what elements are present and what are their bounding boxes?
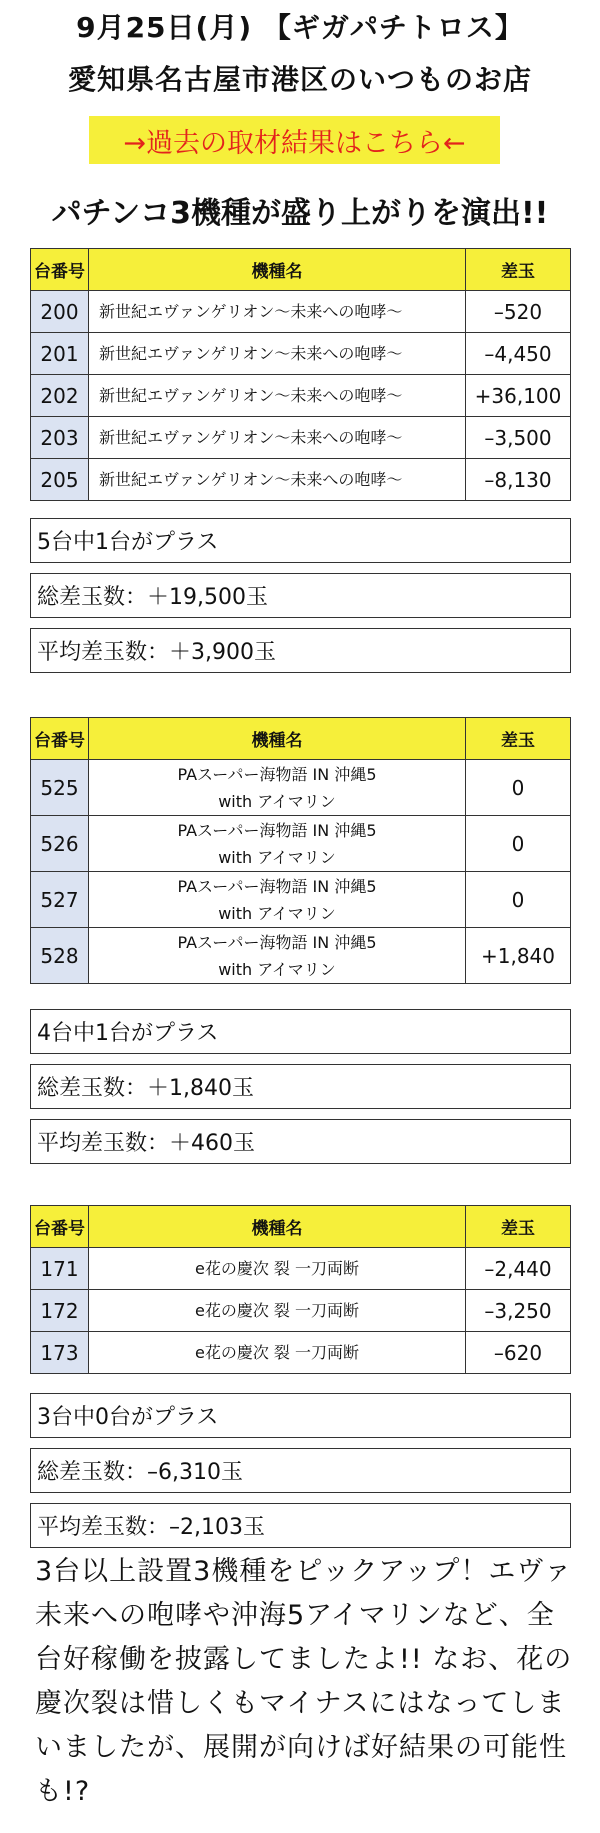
- machine-number: 202: [31, 375, 89, 417]
- machine-number: 527: [31, 872, 89, 928]
- summary-average-diff: 平均差玉数：–2,103玉: [30, 1503, 571, 1548]
- machine-name: e花の慶次 裂 一刀両断: [89, 1248, 466, 1290]
- headline: パチンコ3機種が盛り上がりを演出!!: [51, 196, 549, 231]
- table-row: [31, 1248, 571, 1290]
- results-table-evangelion: [30, 248, 571, 501]
- summary-average-diff: 平均差玉数：＋460玉: [30, 1119, 571, 1164]
- machine-name-line1: PAスーパー海物語 IN 沖縄5: [177, 764, 377, 784]
- machine-name: [89, 760, 466, 816]
- ball-diff: –2,440: [466, 1248, 571, 1290]
- summary-plus-count: 5台中1台がプラス: [30, 518, 571, 563]
- col-header-num: 台番号: [31, 249, 89, 291]
- table-row: [31, 760, 571, 816]
- col-header-diff: 差玉: [466, 249, 571, 291]
- ball-diff: –3,500: [466, 417, 571, 459]
- results-table-keiji: [30, 1205, 571, 1374]
- table-row: [31, 928, 571, 984]
- machine-name-line1: PAスーパー海物語 IN 沖縄5: [177, 876, 377, 896]
- ball-diff: 0: [466, 816, 571, 872]
- machine-name: 新世紀エヴァンゲリオン～未来への咆哮～: [89, 333, 466, 375]
- col-header-diff: 差玉: [466, 1206, 571, 1248]
- ball-diff: –4,450: [466, 333, 571, 375]
- summary-average-diff: 平均差玉数：＋3,900玉: [30, 628, 571, 673]
- table-row: [31, 375, 571, 417]
- ball-diff: –3,250: [466, 1290, 571, 1332]
- table-row: [31, 872, 571, 928]
- machine-number: 172: [31, 1290, 89, 1332]
- machine-name: e花の慶次 裂 一刀両断: [89, 1332, 466, 1374]
- machine-number: 528: [31, 928, 89, 984]
- table-row: [31, 1290, 571, 1332]
- machine-name: [89, 872, 466, 928]
- machine-name: e花の慶次 裂 一刀両断: [89, 1290, 466, 1332]
- summary-plus-count: 4台中1台がプラス: [30, 1009, 571, 1054]
- table-row: [31, 816, 571, 872]
- col-header-name: 機種名: [89, 1206, 466, 1248]
- ball-diff: –620: [466, 1332, 571, 1374]
- machine-number: 525: [31, 760, 89, 816]
- machine-number: 205: [31, 459, 89, 501]
- past-results-link[interactable]: →過去の取材結果はこちら←: [89, 116, 500, 164]
- machine-name: 新世紀エヴァンゲリオン～未来への咆哮～: [89, 459, 466, 501]
- machine-number: 526: [31, 816, 89, 872]
- machine-name-line2: with アイマリン: [218, 959, 336, 979]
- machine-name-line2: with アイマリン: [218, 791, 336, 811]
- col-header-name: 機種名: [89, 249, 466, 291]
- summary-total-diff: 総差玉数：＋19,500玉: [30, 573, 571, 618]
- col-header-num: 台番号: [31, 1206, 89, 1248]
- machine-number: 201: [31, 333, 89, 375]
- results-table-umimonogatari: [30, 717, 571, 984]
- col-header-diff: 差玉: [466, 718, 571, 760]
- summary-total-diff: 総差玉数：＋1,840玉: [30, 1064, 571, 1109]
- table-row: [31, 333, 571, 375]
- machine-number: 200: [31, 291, 89, 333]
- summary-plus-count: 3台中0台がプラス: [30, 1393, 571, 1438]
- machine-number: 203: [31, 417, 89, 459]
- table-row: [31, 1332, 571, 1374]
- page-title-date: 9月25日(月) 【ギガパチトロス】: [76, 11, 524, 44]
- machine-name: [89, 816, 466, 872]
- ball-diff: +1,840: [466, 928, 571, 984]
- machine-number: 173: [31, 1332, 89, 1374]
- ball-diff: –520: [466, 291, 571, 333]
- article-comment: 3台以上設置3機種をピックアップ！エヴァ未来への咆哮や沖海5アイマリンなど、全台好稼働を披露してましたよ!! なお、花の慶次裂は惜しくもマイナスにはなってしまいましたが、展開が向けば好結果の可能性も!?: [35, 1556, 573, 1807]
- table-row: [31, 417, 571, 459]
- machine-name-line2: with アイマリン: [218, 903, 336, 923]
- machine-name-line2: with アイマリン: [218, 847, 336, 867]
- ball-diff: 0: [466, 872, 571, 928]
- ball-diff: +36,100: [466, 375, 571, 417]
- machine-name-line1: PAスーパー海物語 IN 沖縄5: [177, 932, 377, 952]
- machine-name-line1: PAスーパー海物語 IN 沖縄5: [177, 820, 377, 840]
- summary-total-diff: 総差玉数：–6,310玉: [30, 1448, 571, 1493]
- col-header-name: 機種名: [89, 718, 466, 760]
- machine-name: 新世紀エヴァンゲリオン～未来への咆哮～: [89, 417, 466, 459]
- machine-name: [89, 928, 466, 984]
- machine-name: 新世紀エヴァンゲリオン～未来への咆哮～: [89, 375, 466, 417]
- table-row: [31, 459, 571, 501]
- page-title-store: 愛知県名古屋市港区のいつものお店: [67, 63, 532, 96]
- table-row: [31, 291, 571, 333]
- machine-name: 新世紀エヴァンゲリオン～未来への咆哮～: [89, 291, 466, 333]
- col-header-num: 台番号: [31, 718, 89, 760]
- ball-diff: 0: [466, 760, 571, 816]
- machine-number: 171: [31, 1248, 89, 1290]
- ball-diff: –8,130: [466, 459, 571, 501]
